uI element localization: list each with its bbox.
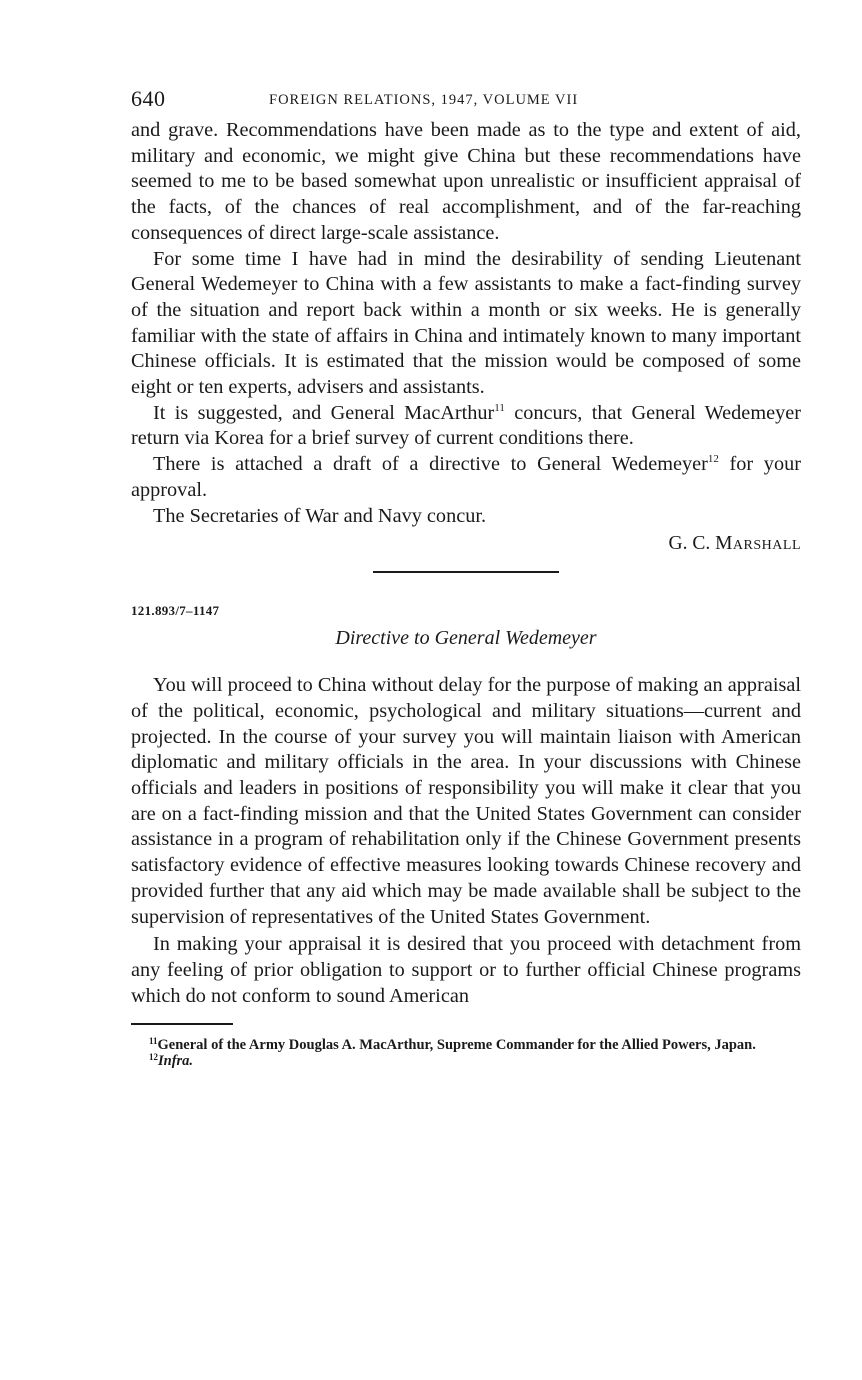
memo-paragraph-4-text-b: for your approval. (131, 453, 801, 501)
directive-paragraph-1: You will proceed to China without delay for the purpose of making an appraisal of the political, economic, psychological and military situations—current and projected. In the course of your survey you will maintain liaison with American diplomatic and military officials in the area. In your discussions with Chinese officials and leaders in positions of responsibility you will make it clear that you are on a fact-finding mission and that the United States Government can consider assistance in a program of rehabilitation only if the Chinese Government presents satisfactory evidence of effective measures looking towards Chinese recovery and provided further that any aid which may be made available shall be subject to the supervision of representatives of the United States Government. (131, 674, 801, 928)
footnote-ref-12[interactable]: 12 (707, 453, 719, 466)
directive-title: Directive to General Wedemeyer (335, 627, 597, 650)
memo-body (131, 118, 801, 557)
file-number: 121.893/7–1147 (131, 603, 220, 619)
directive-body (131, 673, 801, 1009)
memo-paragraph-4-text-a: There is attached a draft of a directive to General Wedemeyer (153, 453, 708, 476)
footnote-12 (131, 1053, 801, 1069)
page-number: 640 (131, 86, 166, 111)
directive-paragraph-2: In making your appraisal it is desired that you proceed with detachment from any feeling of prior obligation to support or to further official Chinese programs which do not conform to sound American (131, 933, 801, 1007)
document-page (131, 84, 801, 1069)
signature (131, 531, 801, 557)
footnote-11 (131, 1037, 801, 1053)
footnote-number-12: 12 (149, 1051, 158, 1062)
footnote-number-11: 11 (149, 1035, 158, 1046)
footnote-ref-11[interactable]: 11 (494, 401, 505, 414)
memo-paragraph-3-text-a: It is suggested, and General MacArthur (153, 401, 495, 424)
memo-paragraph-3 (131, 401, 801, 452)
memo-paragraph-2: For some time I have had in mind the desirability of sending Lieutenant General Wedemeyer to China with a few assistants to make a fact-finding survey of the situation and report back within a month or six weeks. He is generally familiar with the state of affairs in China and intimately known to many important Chinese officials. It is estimated that the mission would be composed of some eight or ten experts, advisers and assistants. (131, 247, 801, 399)
footnote-divider (131, 1023, 233, 1025)
section-divider (373, 571, 559, 573)
footnotes (131, 1037, 801, 1069)
signature-surname: Marshall (715, 533, 801, 555)
footnote-11-text: General of the Army Douglas A. MacArthur, Supreme Commander for the Allied Powers, Japan. (157, 1036, 756, 1053)
signature-initials: G. C. (668, 533, 716, 555)
footnote-12-text: Infra. (158, 1052, 194, 1069)
memo-paragraph-1: and grave. Recommendations have been made as to the type and extent of aid, military and economic, we might give China but these recommendations have seemed to me to be based somewhat upon unrealistic or insufficient appraisal of the facts, of the chances of real accomplishment, and of the far-reaching consequences of direct large-scale assistance. (131, 119, 801, 244)
memo-paragraph-4 (131, 452, 801, 503)
memo-paragraph-3-text-b: concurs, that General Wedemeyer return via Korea for a brief survey of current conditions there. (131, 401, 801, 450)
running-title: FOREIGN RELATIONS, 1947, VOLUME VII (269, 92, 579, 108)
memo-paragraph-5: The Secretaries of War and Navy concur. (153, 504, 487, 527)
page-header (131, 84, 801, 118)
